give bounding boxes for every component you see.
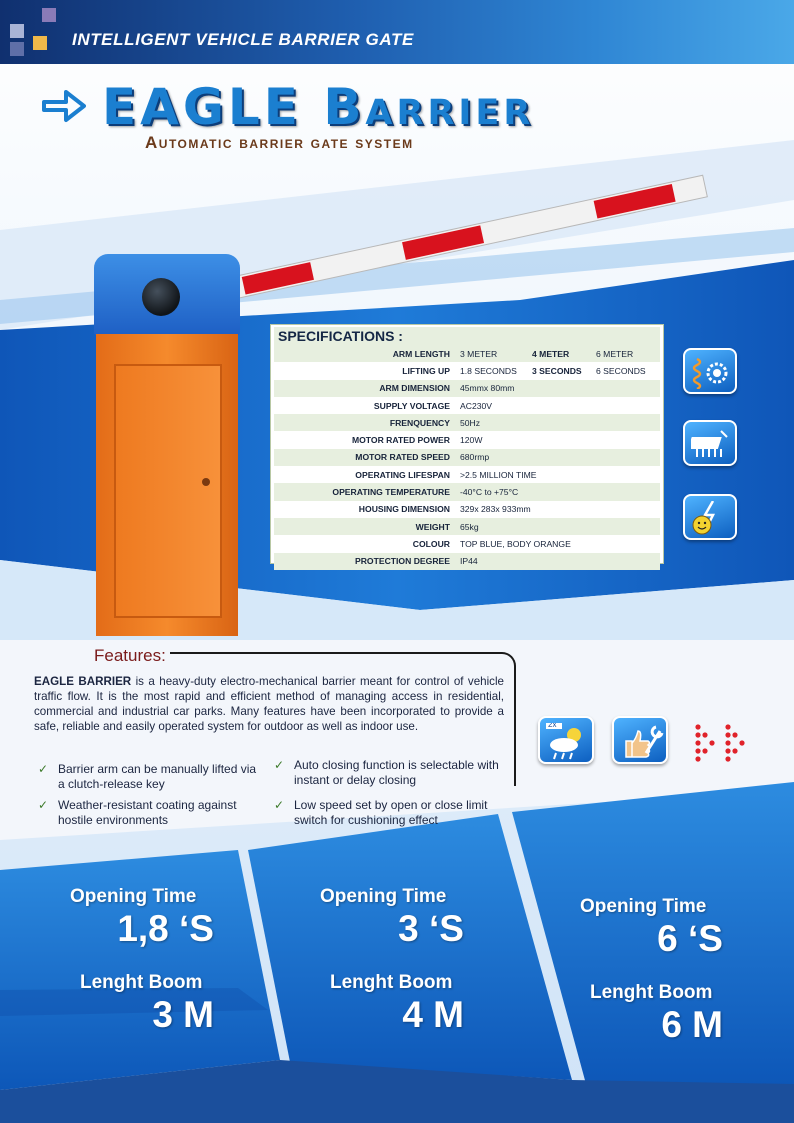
spec-value: 6 METER bbox=[596, 348, 634, 359]
panel-1-boom-value: 3 M bbox=[152, 994, 214, 1035]
thumbs-up-wrench-icon bbox=[612, 716, 668, 764]
arrows-dots-icon bbox=[686, 716, 742, 764]
spec-row bbox=[274, 414, 660, 431]
cabinet-door bbox=[114, 364, 222, 618]
specifications-table bbox=[270, 324, 664, 567]
smiley-lightning-icon bbox=[683, 494, 737, 540]
feature-text: Auto closing function is selectable with instant or delay closing bbox=[294, 758, 499, 787]
cabinet-top bbox=[94, 254, 240, 336]
circuit-chip-icon bbox=[683, 420, 737, 466]
panel-3-boom-label: Lenght Boom bbox=[590, 982, 713, 1003]
feature-text: Low speed set by open or close limit switch for cushioning effect bbox=[294, 798, 488, 827]
spring-gear-icon bbox=[683, 348, 737, 394]
spec-label: LIFTING UP bbox=[402, 365, 450, 376]
brand-word: EAGLE BARRIER bbox=[34, 675, 132, 688]
sensor-lens bbox=[142, 278, 180, 316]
panel-1-time-value: 1,8 ‘S bbox=[117, 908, 214, 949]
logo bbox=[42, 78, 662, 158]
spec-value: 45mmx 80mm bbox=[460, 383, 515, 394]
spec-label: MOTOR RATED POWER bbox=[351, 435, 450, 446]
spec-value: 680rmp bbox=[460, 452, 490, 463]
features-paragraph: is a heavy-duty electro-mechanical barrier meant for control of vehicle traffic flow. It is the most rapid and efficient method of managing access in residential, commercial and industrial car parks. Many features have been incorporated to provide a safe, reliable and easily operated system for outdoor as well as indoor use. bbox=[34, 675, 505, 733]
spec-value: 4 METER bbox=[532, 348, 570, 359]
spec-value: 120W bbox=[460, 435, 483, 446]
feature-item bbox=[274, 798, 514, 830]
spec-label: OPERATING TEMPERATURE bbox=[332, 487, 450, 498]
panel-3-boom-value: 6 M bbox=[661, 1004, 723, 1045]
spec-row bbox=[274, 518, 660, 535]
spec-row bbox=[274, 501, 660, 518]
feature-text: Barrier arm can be manually lifted via a clutch-release key bbox=[58, 762, 257, 791]
panel-3-time-label: Opening Time bbox=[580, 896, 707, 917]
decor-square bbox=[10, 42, 24, 56]
panel-1-time-label: Opening Time bbox=[70, 886, 197, 907]
spec-value: AC230V bbox=[460, 400, 493, 411]
spec-row bbox=[274, 345, 660, 362]
spec-value: 6 SECONDS bbox=[596, 365, 646, 376]
brand-name: EAGLE Barrier bbox=[102, 78, 535, 136]
spec-label: MOTOR RATED SPEED bbox=[355, 452, 450, 463]
tagline: Automatic barrier gate system bbox=[145, 133, 414, 152]
features-section bbox=[34, 646, 516, 828]
barrier-cabinet bbox=[94, 254, 240, 636]
weather-badge: 2x bbox=[548, 723, 557, 729]
panel-2-time-label: Opening Time bbox=[320, 886, 447, 907]
spec-value: 65kg bbox=[460, 521, 479, 532]
spec-row bbox=[274, 362, 660, 379]
spec-row bbox=[274, 535, 660, 552]
header-band bbox=[0, 0, 794, 64]
spec-row bbox=[274, 466, 660, 483]
spec-row bbox=[274, 431, 660, 448]
check-icon: ✓ bbox=[274, 758, 285, 772]
spec-label: PROTECTION DEGREE bbox=[354, 556, 450, 567]
spec-label: WEIGHT bbox=[415, 521, 450, 532]
spec-value: -40°C to +75°C bbox=[460, 487, 519, 498]
cabinet-body bbox=[96, 334, 238, 636]
spec-label: ARM LENGTH bbox=[392, 348, 450, 359]
header-title: INTELLIGENT VEHICLE BARRIER GATE bbox=[72, 30, 414, 49]
feature-item bbox=[38, 762, 270, 794]
panel-2-boom-label: Lenght Boom bbox=[330, 972, 453, 993]
spec-value: 3 METER bbox=[460, 348, 498, 359]
spec-label: ARM DIMENSION bbox=[379, 383, 450, 394]
spec-label: OPERATING LIFESPAN bbox=[355, 469, 450, 480]
spec-row bbox=[274, 553, 660, 570]
spec-value: 329x 283x 933mm bbox=[460, 504, 531, 515]
weather-icon bbox=[538, 716, 594, 764]
panel-2-boom-value: 4 M bbox=[402, 994, 464, 1035]
spec-label: SUPPLY VOLTAGE bbox=[373, 400, 450, 411]
spec-label: COLOUR bbox=[412, 538, 450, 549]
spec-value: IP44 bbox=[460, 556, 478, 567]
spec-label: FRENQUENCY bbox=[389, 417, 450, 428]
feature-item bbox=[274, 758, 514, 790]
spec-row bbox=[274, 380, 660, 397]
panel-1-boom-label: Lenght Boom bbox=[80, 972, 203, 993]
check-icon: ✓ bbox=[274, 798, 285, 812]
check-icon: ✓ bbox=[38, 798, 49, 812]
spec-row bbox=[274, 483, 660, 500]
spec-row bbox=[274, 449, 660, 466]
spec-value: 1.8 SECONDS bbox=[460, 365, 517, 376]
spec-value: TOP BLUE, BODY ORANGE bbox=[460, 538, 571, 549]
spec-title: SPECIFICATIONS : bbox=[274, 327, 660, 345]
decor-square bbox=[33, 36, 47, 50]
panel-2-time-value: 3 ‘S bbox=[398, 908, 464, 949]
features-description bbox=[34, 674, 504, 734]
features-title: Features: bbox=[90, 646, 170, 666]
feature-item bbox=[38, 798, 270, 830]
spec-value: >2.5 MILLION TIME bbox=[460, 469, 537, 480]
spec-value: 50Hz bbox=[460, 417, 481, 428]
decor-square bbox=[42, 8, 56, 22]
arrow-right-icon bbox=[42, 88, 86, 124]
spec-label: HOUSING DIMENSION bbox=[358, 504, 450, 515]
check-icon: ✓ bbox=[38, 762, 49, 776]
feature-text: Weather-resistant coating against hostile environments bbox=[58, 798, 237, 827]
spec-row bbox=[274, 397, 660, 414]
panel-3-time-value: 6 ‘S bbox=[657, 918, 723, 959]
decor-square bbox=[10, 24, 24, 38]
door-lock bbox=[202, 478, 210, 486]
spec-value: 3 SECONDS bbox=[532, 365, 582, 376]
